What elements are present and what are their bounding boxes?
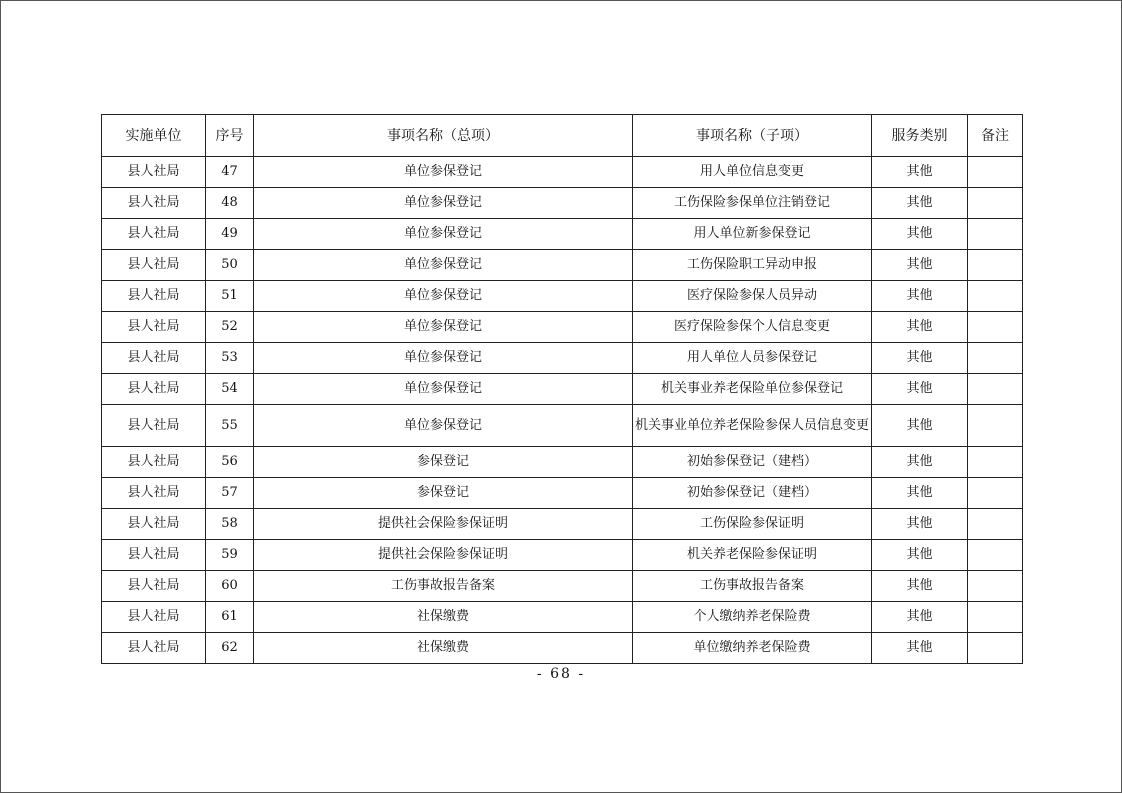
- cell-unit: 县人社局: [102, 281, 206, 312]
- cell-sub-item: 机关事业养老保险单位参保登记: [633, 374, 872, 405]
- cell-category: 其他: [872, 405, 968, 447]
- cell-remark: [968, 509, 1023, 540]
- cell-category: 其他: [872, 571, 968, 602]
- cell-main-item: 单位参保登记: [254, 250, 633, 281]
- cell-unit: 县人社局: [102, 405, 206, 447]
- cell-remark: [968, 312, 1023, 343]
- cell-main-item: 单位参保登记: [254, 405, 633, 447]
- table-row: [102, 312, 1023, 343]
- header-main-item: 事项名称（总项）: [254, 115, 633, 157]
- cell-sub-item: 工伤保险参保证明: [633, 509, 872, 540]
- cell-unit: 县人社局: [102, 633, 206, 664]
- cell-category: 其他: [872, 602, 968, 633]
- cell-seq: 48: [206, 188, 254, 219]
- cell-main-item: 参保登记: [254, 447, 633, 478]
- cell-unit: 县人社局: [102, 540, 206, 571]
- cell-main-item: 单位参保登记: [254, 157, 633, 188]
- cell-remark: [968, 447, 1023, 478]
- cell-main-item: 单位参保登记: [254, 343, 633, 374]
- table-row: [102, 478, 1023, 509]
- table-row: [102, 250, 1023, 281]
- cell-main-item: 社保缴费: [254, 602, 633, 633]
- cell-category: 其他: [872, 250, 968, 281]
- table-row: [102, 157, 1023, 188]
- cell-remark: [968, 540, 1023, 571]
- cell-sub-item: 机关事业单位养老保险参保人员信息变更: [633, 405, 872, 447]
- cell-sub-item: 初始参保登记（建档）: [633, 447, 872, 478]
- cell-unit: 县人社局: [102, 188, 206, 219]
- table-row: [102, 219, 1023, 250]
- cell-seq: 52: [206, 312, 254, 343]
- cell-seq: 47: [206, 157, 254, 188]
- cell-main-item: 社保缴费: [254, 633, 633, 664]
- cell-seq: 61: [206, 602, 254, 633]
- cell-unit: 县人社局: [102, 447, 206, 478]
- cell-unit: 县人社局: [102, 343, 206, 374]
- page-number: - 68 -: [536, 666, 586, 682]
- table-row: [102, 374, 1023, 405]
- cell-seq: 54: [206, 374, 254, 405]
- cell-category: 其他: [872, 447, 968, 478]
- cell-sub-item: 用人单位新参保登记: [633, 219, 872, 250]
- cell-sub-item: 工伤保险职工异动申报: [633, 250, 872, 281]
- cell-sub-item: 工伤保险参保单位注销登记: [633, 188, 872, 219]
- cell-sub-item: 机关养老保险参保证明: [633, 540, 872, 571]
- table-row: [102, 540, 1023, 571]
- table-row: [102, 509, 1023, 540]
- table-row: [102, 571, 1023, 602]
- cell-seq: 58: [206, 509, 254, 540]
- header-remark: 备注: [968, 115, 1023, 157]
- cell-remark: [968, 478, 1023, 509]
- cell-sub-item: 用人单位人员参保登记: [633, 343, 872, 374]
- cell-category: 其他: [872, 188, 968, 219]
- cell-unit: 县人社局: [102, 157, 206, 188]
- table-row: [102, 602, 1023, 633]
- cell-unit: 县人社局: [102, 571, 206, 602]
- cell-seq: 60: [206, 571, 254, 602]
- cell-category: 其他: [872, 312, 968, 343]
- cell-main-item: 单位参保登记: [254, 312, 633, 343]
- cell-sub-item: 医疗保险参保个人信息变更: [633, 312, 872, 343]
- header-category: 服务类别: [872, 115, 968, 157]
- cell-seq: 57: [206, 478, 254, 509]
- cell-remark: [968, 219, 1023, 250]
- cell-main-item: 单位参保登记: [254, 188, 633, 219]
- table-row: [102, 633, 1023, 664]
- header-seq: 序号: [206, 115, 254, 157]
- cell-unit: 县人社局: [102, 312, 206, 343]
- cell-category: 其他: [872, 157, 968, 188]
- cell-unit: 县人社局: [102, 478, 206, 509]
- cell-seq: 56: [206, 447, 254, 478]
- table-row: [102, 447, 1023, 478]
- cell-remark: [968, 571, 1023, 602]
- cell-main-item: 参保登记: [254, 478, 633, 509]
- cell-remark: [968, 602, 1023, 633]
- cell-category: 其他: [872, 633, 968, 664]
- cell-unit: 县人社局: [102, 374, 206, 405]
- cell-category: 其他: [872, 343, 968, 374]
- cell-main-item: 提供社会保险参保证明: [254, 509, 633, 540]
- table-row: [102, 343, 1023, 374]
- cell-sub-item: 初始参保登记（建档）: [633, 478, 872, 509]
- cell-main-item: 单位参保登记: [254, 281, 633, 312]
- cell-seq: 55: [206, 405, 254, 447]
- table-row: [102, 405, 1023, 447]
- cell-seq: 51: [206, 281, 254, 312]
- cell-category: 其他: [872, 478, 968, 509]
- cell-sub-item: 个人缴纳养老保险费: [633, 602, 872, 633]
- cell-sub-item: 单位缴纳养老保险费: [633, 633, 872, 664]
- cell-remark: [968, 405, 1023, 447]
- cell-main-item: 单位参保登记: [254, 219, 633, 250]
- cell-category: 其他: [872, 281, 968, 312]
- cell-category: 其他: [872, 219, 968, 250]
- table-row: [102, 281, 1023, 312]
- cell-category: 其他: [872, 509, 968, 540]
- cell-sub-item: 工伤事故报告备案: [633, 571, 872, 602]
- cell-unit: 县人社局: [102, 219, 206, 250]
- cell-remark: [968, 281, 1023, 312]
- cell-main-item: 工伤事故报告备案: [254, 571, 633, 602]
- cell-remark: [968, 250, 1023, 281]
- cell-remark: [968, 374, 1023, 405]
- cell-remark: [968, 343, 1023, 374]
- cell-remark: [968, 633, 1023, 664]
- cell-remark: [968, 188, 1023, 219]
- cell-remark: [968, 157, 1023, 188]
- cell-unit: 县人社局: [102, 602, 206, 633]
- cell-category: 其他: [872, 374, 968, 405]
- cell-sub-item: 用人单位信息变更: [633, 157, 872, 188]
- cell-seq: 59: [206, 540, 254, 571]
- cell-unit: 县人社局: [102, 250, 206, 281]
- table-header-row: [102, 115, 1023, 157]
- cell-seq: 53: [206, 343, 254, 374]
- cell-seq: 50: [206, 250, 254, 281]
- header-sub-item: 事项名称（子项）: [633, 115, 872, 157]
- cell-unit: 县人社局: [102, 509, 206, 540]
- cell-category: 其他: [872, 540, 968, 571]
- table-row: [102, 188, 1023, 219]
- cell-main-item: 提供社会保险参保证明: [254, 540, 633, 571]
- cell-seq: 62: [206, 633, 254, 664]
- header-unit: 实施单位: [102, 115, 206, 157]
- cell-main-item: 单位参保登记: [254, 374, 633, 405]
- service-items-table: [101, 114, 1023, 664]
- cell-seq: 49: [206, 219, 254, 250]
- cell-sub-item: 医疗保险参保人员异动: [633, 281, 872, 312]
